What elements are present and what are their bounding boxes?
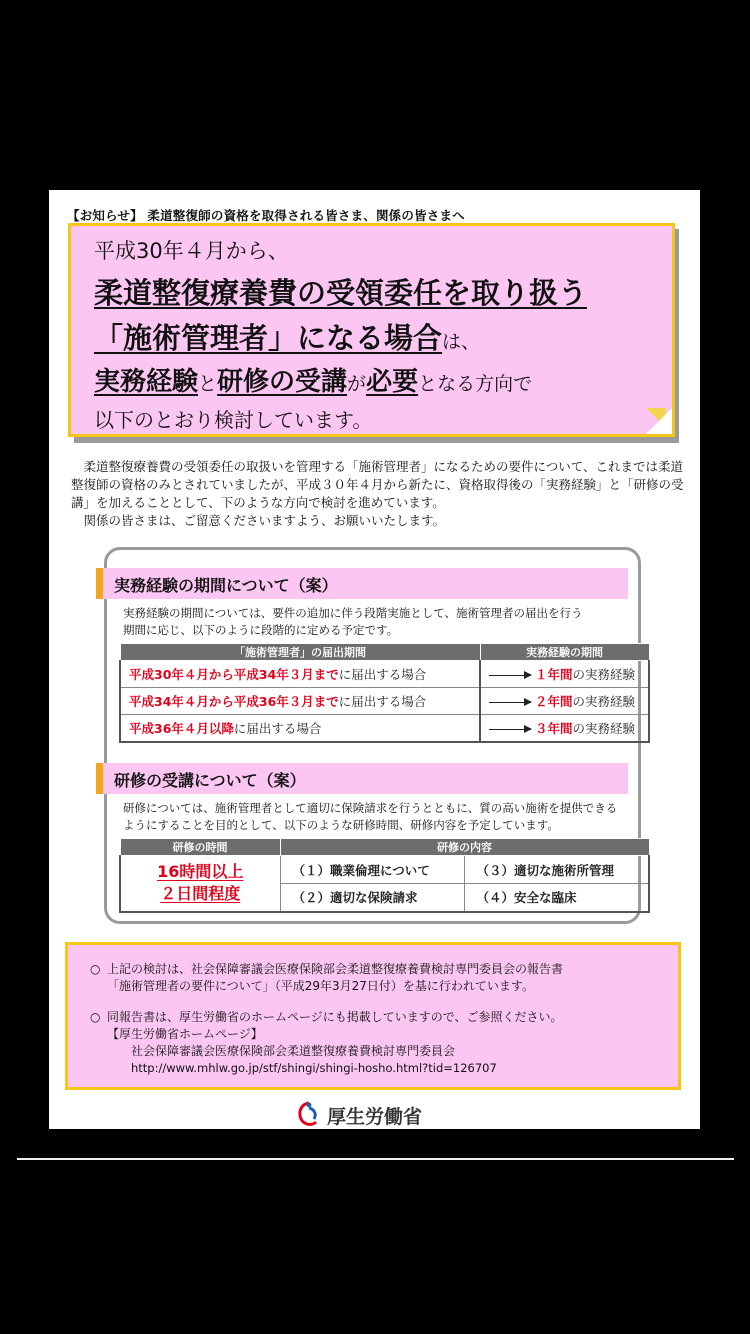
document-page: 【お知らせ】 柔道整復師の資格を取得される皆さま、関係の皆さまへ 平成30年４月から、 柔道整復療養費の受領委任を取り扱う 「施術管理者」になる場合は、 実務経験と研修の受講が必要となる方向で 以下のとおり検討しています。 柔道整復療養費の受領委任の取扱いを管理する「施術管理者」になるための要件について、これまでは柔道整復師の資格のみとされていましたが、平成３０年４月から新たに、資格取得後の「実務経験」と「研修の受講」を加えることとして、下のような方向で検討を進めています。 関係の皆さまは、ご留意くださいますよう、お願いいたします。 実務経験の期間について（案） 実務経験の期間については、要件の追加に伴う段階実施として、施術管理者の届出を行う 期間に応じ、以下のように段階的に定める予定です。 「施術管理者」の届出期間 実務経験の期間 平成30年４月から平成34年３月までに届出する場合 １年間の実務経験 平成34年４月から平成36年３月までに届出する場合 ２年間の実務経験 平成36年４月以降に届出する場合 ３年間の実務経験 研修の受講について（案） 研修については、施術管理者として適切に保険請求を行うとともに、質の高い施術を提供できる ようにすることを目的として、以下のような研修時間、研修内容を予定しています。 研修の時間 研修の内容 16時間以上 ２日間程度 （１）職業倫理について （３）適切な施術所管理 （２）適切な保険請求 （４）安全な臨床 ○ 上記の検討は、社会保障審議会医療保険部会柔道整復療養費検討専門委員会の報告書 「施術管理者の要件について」（平成29年3月27日付）を基に行われています。 ○ 同報告書は、厚生労働省のホームページにも掲載していますので、ご参照ください。 【厚生労働省ホームページ】 社会保障審議会医療保険部会柔道整復療養費検討専門委員会 http://www.mhlw.go.jp/stf/shingi/shingi-hosho.html?tid=126707 厚生労働省 <box>49 190 700 1129</box>
notes-box: ○ 上記の検討は、社会保障審議会医療保険部会柔道整復療養費検討専門委員会の報告書 「施術管理者の要件について」（平成29年3月27日付）を基に行われています。 ○ 同報告書は、厚生労働省のホームページにも掲載していますので、ご参照ください。 【厚生労働省ホームページ】 社会保障審議会医療保険部会柔道整復療養費検討専門委員会 http://www.mhlw.go.jp/stf/shingi/shingi-hosho.html?tid=126707 <box>65 942 681 1090</box>
headline-box <box>68 223 679 443</box>
table-header: 「施術管理者」の届出期間 <box>120 644 480 661</box>
headline-line4: 実務経験と研修の受講が必要となる方向で <box>94 367 533 397</box>
headline-line3: 「施術管理者」になる場合は、 <box>94 321 481 355</box>
section-header-experience: 実務経験の期間について（案） <box>96 568 628 599</box>
arrow-right-icon <box>489 702 531 703</box>
homepage-link[interactable]: http://www.mhlw.go.jp/stf/shingi/shingi-hosho.html?tid=126707 <box>131 1061 497 1075</box>
arrow-right-icon <box>489 729 531 730</box>
arrow-right-icon <box>489 675 531 676</box>
headline-line1: 平成30年４月から、 <box>94 239 289 263</box>
experience-table <box>119 643 650 743</box>
headline-line2: 柔道整復療養費の受領委任を取り扱う <box>94 276 588 310</box>
intro-paragraph: 柔道整復療養費の受領委任の取扱いを管理する「施術管理者」になるための要件について、これまでは柔道整復師の資格のみとされていましたが、平成３０年４月から新たに、資格取得後の「実務経験」と「研修の受講」を加えることとして、下のような方向で検討を進めています。 関係の皆さまは、ご留意くださいますよう、お願いいたします。 <box>71 459 684 528</box>
mhlw-logo-icon <box>295 1100 323 1128</box>
headline-line5: 以下のとおり検討しています。 <box>94 408 373 432</box>
training-table <box>119 838 650 913</box>
table-row: 平成36年４月以降に届出する場合 ３年間の実務経験 <box>120 715 649 742</box>
training-time: 16時間以上 ２日間程度 <box>120 856 280 912</box>
table-header: 実務経験の期間 <box>480 644 649 661</box>
notice-heading: 【お知らせ】 柔道整復師の資格を取得される皆さま、関係の皆さまへ <box>67 208 465 223</box>
table-row: 平成34年４月から平成36年３月までに届出する場合 ２年間の実務経験 <box>120 688 649 715</box>
table-header: 研修の時間 <box>120 839 280 856</box>
table-header: 研修の内容 <box>280 839 649 856</box>
divider-line <box>17 1158 734 1160</box>
section-header-training: 研修の受講について（案） <box>96 763 628 794</box>
table-row: （２）適切な保険請求 （４）安全な臨床 <box>120 884 649 912</box>
table-row: 16時間以上 ２日間程度 （１）職業倫理について （３）適切な施術所管理 <box>120 856 649 884</box>
table-row: 平成30年４月から平成34年３月までに届出する場合 １年間の実務経験 <box>120 661 649 688</box>
experience-description: 実務経験の期間については、要件の追加に伴う段階実施として、施術管理者の届出を行う 期間に応じ、以下のように段階的に定める予定です。 <box>123 606 583 637</box>
training-description: 研修については、施術管理者として適切に保険請求を行うとともに、質の高い施術を提供できる ようにすることを目的として、以下のような研修時間、研修内容を予定しています。 <box>123 801 618 832</box>
